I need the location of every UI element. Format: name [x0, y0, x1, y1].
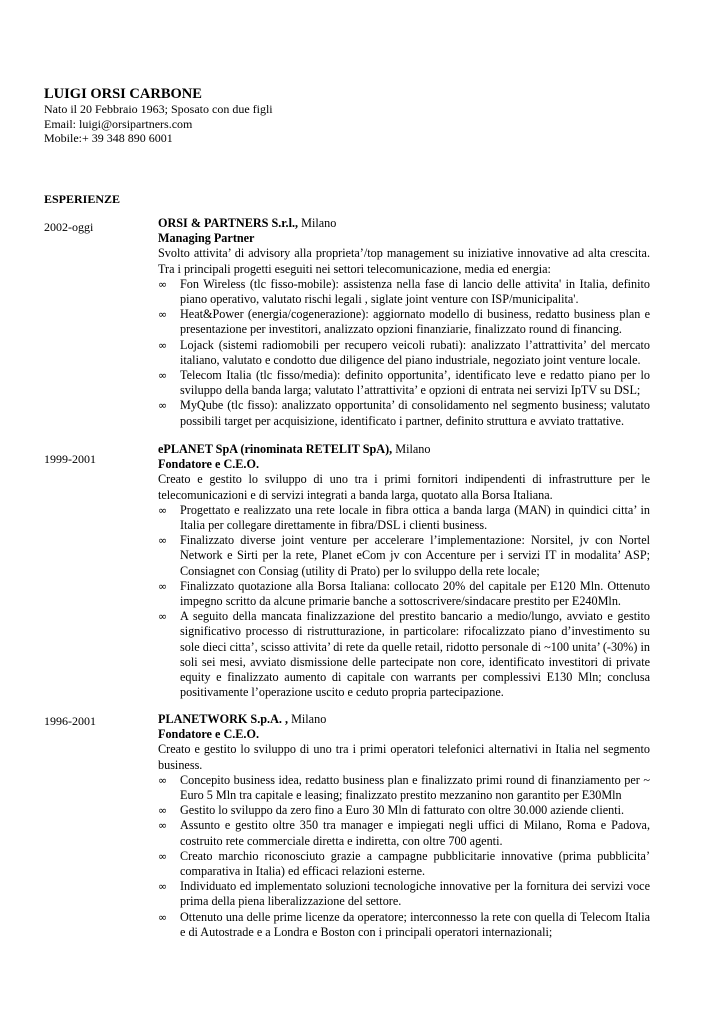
list-item: [158, 773, 650, 803]
experience-period: 2002-oggi: [44, 220, 94, 234]
experience-bullets: [158, 773, 650, 940]
infinity-bullet-icon: ∞: [158, 610, 168, 624]
infinity-bullet-icon: ∞: [158, 773, 168, 787]
experience-intro: Creato e gestito lo sviluppo di uno tra i primi fornitori indipendenti di infrastrutture per le telecomunicazioni e di servizi integrati a banda larga, quotato alla Borsa Italiana.: [158, 472, 650, 502]
infinity-bullet-icon: ∞: [158, 910, 168, 924]
list-item: [158, 803, 650, 818]
experience-period: 1996-2001: [44, 714, 96, 728]
list-item: [158, 368, 650, 398]
bullet-text: Assunto e gestito oltre 350 tra manager e impiegati negli uffici di Milano, Roma e Padova, costruito rete commerciale diretta e indiretta, con oltre 700 agenti.: [180, 818, 650, 848]
list-item: [158, 307, 650, 337]
experience-company: [158, 442, 650, 457]
company-name: ePLANET SpA (rinominata RETELIT SpA),: [158, 442, 393, 456]
mobile-line: Mobile:+ 39 348 890 6001: [44, 131, 173, 146]
bullet-text: A seguito della mancata finalizzazione del prestito bancario a medio/lungo, avviato e gestito significativo processo di ristrutturazione, in particolare: rifocalizzato piano d’investimento su sole dieci citta’, scisso attivita’ di rete da quelle retail, ridotto personale di ~100 unita’ (-30%) in soli sei mesi, avviato dismissione delle partecipate non core, identificato investitori di private equity e finalizzato aumento di capitale con warrants per complessivi E130 Mln; conclusa positivamente l’operazione uscito e ceduto propria partecipazione.: [180, 609, 650, 700]
experience-period: 1999-2001: [44, 452, 96, 466]
experience-intro: Creato e gestito lo sviluppo di uno tra i primi operatori telefonici alternativi in Italia nel segmento business.: [158, 742, 650, 772]
list-item: [158, 609, 650, 700]
bullet-text: Heat&Power (energia/cogenerazione): aggiornato modello di business, redatto business plan e presentazione per investitori, analizzato opzioni finanziarie, finalizzato round di financing.: [180, 307, 650, 337]
experience-company: [158, 712, 650, 727]
list-item: [158, 910, 650, 940]
bullet-text: Fon Wireless (tlc fisso-mobile): assistenza nella fase di lancio delle attivita' in Italia, definito piano operativo, valutato rischi legali , siglate joint venture con ISP/municipalita'.: [180, 276, 650, 307]
experience-body: [158, 712, 650, 940]
infinity-bullet-icon: ∞: [158, 880, 168, 894]
email-line: Email: luigi@orsipartners.com: [44, 116, 193, 131]
experience-bullets: [158, 277, 650, 429]
company-city: Milano: [298, 216, 337, 230]
infinity-bullet-icon: ∞: [158, 338, 168, 352]
infinity-bullet-icon: ∞: [158, 534, 168, 548]
experience-role: Managing Partner: [158, 231, 255, 246]
bullet-text: MyQube (tlc fisso): analizzato opportunita’ di consolidamento nel segmento business; valutato possibili target per acquisizione, identificato i partner, definito struttura e avviato trattative.: [180, 398, 650, 428]
infinity-bullet-icon: ∞: [158, 503, 168, 517]
experience-body: [158, 216, 650, 429]
bullet-text: Telecom Italia (tlc fisso/media): definito opportunita’, identificato leve e redatto piano per lo sviluppo della banda larga; valutato l’attrattivita’ e opzioni di entrata nei servizi IpTV su DSL;: [180, 368, 650, 398]
bullet-text: Ottenuto una delle prime licenze da operatore; interconnesso la rete con quella di Telecom Italia e di Autostrade e a Londra e Boston con i principali operatori internazionali;: [180, 909, 650, 939]
company-city: Milano: [392, 442, 431, 456]
experience-role: Fondatore e C.E.O.: [158, 727, 259, 742]
infinity-bullet-icon: ∞: [158, 308, 168, 322]
bullet-text: Creato marchio riconosciuto grazie a campagne pubblicitarie innovative (prima pubblicita’ comparativa in Italia) ed efficaci relazioni esterne.: [180, 848, 650, 879]
infinity-bullet-icon: ∞: [158, 804, 168, 818]
bullet-text: Finalizzato diverse joint venture per accelerare l’implementazione: Norsitel, jv con Nortel Network e Sirti per la rete, Planet eCom jv con Accenture per i servizi IT in modalita’ ASP; Consiagnet con Consiag (utility di Prato) per lo sviluppo della rete locale;: [180, 533, 650, 578]
bullet-text: Finalizzato quotazione alla Borsa Italiana: collocato 20% del capitale per E120 Mln. Ottenuto impegno scritto da alcune primarie banche a sottoscrivere/sindacare prestito per E240Mln.: [180, 578, 650, 609]
cv-header: [44, 86, 644, 146]
personal-details: Nato il 20 Febbraio 1963; Sposato con due figli: [44, 102, 273, 116]
list-item: [158, 879, 650, 909]
experience-bullets: [158, 503, 650, 701]
infinity-bullet-icon: ∞: [158, 849, 168, 863]
bullet-text: Gestito lo sviluppo da zero fino a Euro 30 Mln di fatturato con oltre 30.000 aziende clienti.: [180, 803, 625, 818]
company-name: ORSI & PARTNERS S.r.l.,: [158, 216, 299, 230]
list-item: [158, 398, 650, 428]
infinity-bullet-icon: ∞: [158, 369, 168, 383]
list-item: [158, 579, 650, 609]
list-item: [158, 277, 650, 307]
infinity-bullet-icon: ∞: [158, 399, 168, 413]
company-name: PLANETWORK S.p.A. ,: [158, 712, 289, 726]
bullet-text: Individuato ed implementato soluzioni tecnologiche innovative per la fornitura dei servizi voce prima della piena liberalizzazione del settore.: [180, 879, 650, 909]
list-item: [158, 849, 650, 879]
list-item: [158, 338, 650, 368]
list-item: [158, 533, 650, 579]
section-title-esperienze: ESPERIENZE: [44, 192, 121, 206]
infinity-bullet-icon: ∞: [158, 277, 168, 291]
experience-company: [158, 216, 650, 231]
bullet-text: Progettato e realizzato una rete locale in fibra ottica a banda larga (MAN) in quindici citta’ in Italia per collegare direttamente in fibra/DSL i clienti business.: [180, 502, 650, 533]
list-item: [158, 818, 650, 848]
infinity-bullet-icon: ∞: [158, 819, 168, 833]
person-name: LUIGI ORSI CARBONE: [44, 86, 202, 102]
list-item: [158, 503, 650, 533]
experience-body: [158, 442, 650, 700]
experience-intro: Svolto attivita’ di advisory alla proprieta’/top management su iniziative innovative ad alta crescita. Tra i principali progetti eseguiti nei settori telecomunicazione, media ed energia:: [158, 246, 650, 276]
infinity-bullet-icon: ∞: [158, 579, 168, 593]
bullet-text: Concepito business idea, redatto business plan e finalizzato primi round di finanziamento per ~ Euro 5 Mln tra capitale e leasing; finalizzato prestito mezzanino non garantito per E30Mln: [180, 772, 650, 803]
bullet-text: Lojack (sistemi radiomobili per recupero veicoli rubati): analizzato l’attrattivita’ del mercato italiano, valutato e condotto due diligence del piano industriale, negoziato joint venture locale.: [180, 337, 650, 367]
experience-role: Fondatore e C.E.O.: [158, 457, 259, 472]
company-city: Milano: [288, 712, 327, 726]
